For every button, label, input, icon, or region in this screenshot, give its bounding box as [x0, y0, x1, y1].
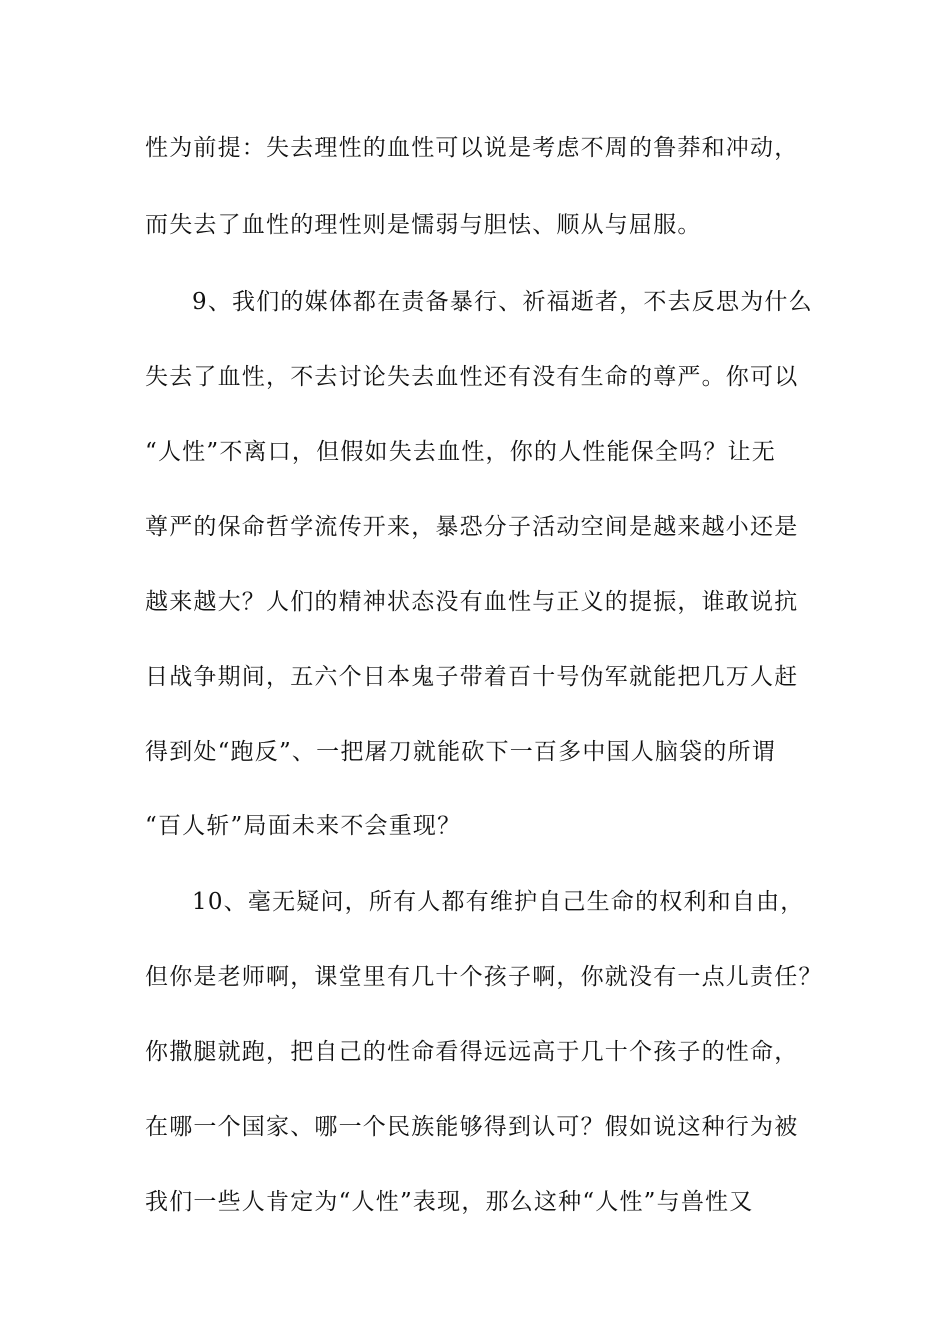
text-line: 而失去了血性的理性则是懦弱与胆怯、顺从与屈服。 — [145, 212, 702, 238]
text-line: 得到处“跑反”、一把屠刀就能砍下一百多中国人脑袋的所谓 — [145, 739, 776, 765]
text-line: 我们一些人肯定为“人性”表现，那么这种“人性”与兽性又 — [145, 1189, 754, 1215]
text-line: 性为前提：失去理性的血性可以说是考虑不周的鲁莽和冲动， — [145, 135, 799, 161]
text-line: 失去了血性，不去讨论失去血性还有没有生命的尊严。你可以 — [145, 364, 799, 390]
text-line: “人性”不离口，但假如失去血性，你的人性能保全吗？让无 — [145, 439, 776, 465]
text-line: 日战争期间，五六个日本鬼子带着百十号伪军就能把几万人赶 — [145, 664, 799, 690]
text-line: 在哪一个国家、哪一个民族能够得到认可？假如说这种行为被 — [145, 1114, 799, 1140]
text-line: “百人斩”局面未来不会重现？ — [145, 813, 462, 839]
text-line: 越来越大？人们的精神状态没有血性与正义的提振，谁敢说抗 — [145, 589, 799, 615]
paragraph-9-start: 9、我们的媒体都在责备暴行、祈福逝者，不去反思为什么 — [192, 289, 813, 315]
text-line: 你撒腿就跑，把自己的性命看得远远高于几十个孩子的性命， — [145, 1039, 799, 1065]
text-line: 但你是老师啊，课堂里有几十个孩子啊，你就没有一点儿责任？ — [145, 964, 823, 990]
text-line: 尊严的保命哲学流传开来，暴恐分子活动空间是越来越小还是 — [145, 514, 799, 540]
paragraph-10-start: 10、毫无疑问，所有人都有维护自己生命的权利和自由， — [192, 889, 805, 915]
